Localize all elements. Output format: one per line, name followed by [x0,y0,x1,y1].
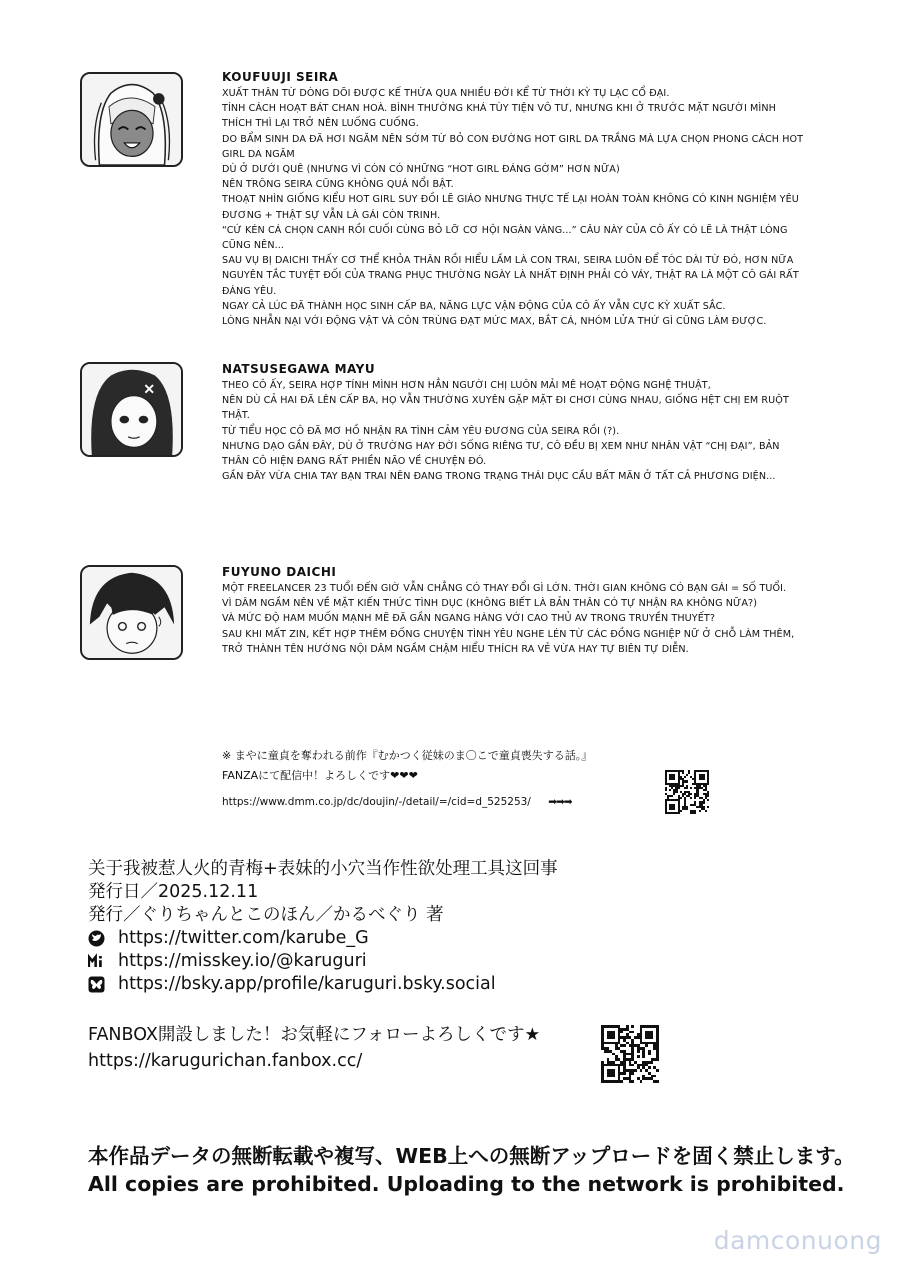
character-description [222,581,807,657]
mayu-portrait [80,362,183,457]
publication-info [88,858,648,996]
description-line: SAU VỤ BỊ DAICHI THẤY CƠ THỂ KHỎA THÂN RỒI HIỂU LẦM LÀ CON TRAI, SEIRA LUÔN ĐỂ TÓC DÀI TỪ ĐÓ, HƠN NỮA NGUYÊN TẮC TUYỆT ĐỐI CỦA TRANG PHỤC THƯỜNG NGÀY LÀ NHẤT ĐỊNH PHẢI CÓ VÁY, THẬT RA LÀ MỘT CÔ GÁI RẤT ĐÁNG YÊU. [222,255,799,297]
copyright-notice-en: All copies are prohibited. Uploading to the network is prohibited. [88,1172,845,1196]
note-url-row [222,792,722,812]
description-line: VÌ DÂM NGẦM NÊN VỀ MẶT KIẾN THỨC TÌNH DỤC (KHÔNG BIẾT LÀ BẢN THÂN CÓ TỰ NHẬN RA KHÔNG NỮA?) [222,598,758,610]
copyright-notice [88,1142,855,1198]
fanbox-section [88,1022,540,1074]
description-line: “CỨ KÉN CÁ CHỌN CANH RỒI CUỐI CÙNG BỎ LỠ CƠ HỘI NGÀN VÀNG...” CÂU NÀY CỦA CÔ ẤY CÓ LẼ LÀ THẬT LÒNG CŨNG NÊN... [222,224,788,252]
description-line: TRỞ THÀNH TÊN HƯỚNG NỘI DÂM NGẦM CHẬM HIỂU THÍCH RA VẺ VỪA HAY TỰ BIÊN TỰ DIỄN. [222,643,689,655]
social-link-bluesky [88,973,648,996]
misskey-icon [88,953,105,970]
description-line: NHƯNG DẠO GẦN ĐÂY, DÙ Ở TRƯỜNG HAY ĐỜI SỐNG RIÊNG TƯ, CÔ ĐỀU BỊ XEM NHƯ NHÂN VẬT “CHỊ ĐẠI”, BẢN THÂN CÔ HIỆN ĐANG RẤT PHIỀN NÃO VỀ CHUYỆN ĐÓ. [222,440,780,468]
arrows-icon: ➡➡➡ [548,796,572,808]
qr-code-icon [601,1025,659,1083]
description-line: SAU KHI MẤT ZIN, KẾT HỢP THÊM ĐỐNG CHUYỆN TÌNH YÊU NGHE LÉN TỪ CÁC ĐỒNG NGHIỆP NỮ Ở CHỖ LÀM THÊM, [222,628,795,640]
twitter-link[interactable]: https://twitter.com/karube_G [118,928,369,948]
description-line: NÊN TRÔNG SEIRA CŨNG KHÔNG QUÁ NỔI BẬT. [222,179,454,191]
description-line: NÊN DÙ CẢ HAI ĐÃ LÊN CẤP BA, HỌ VẪN THƯỜNG XUYÊN GẶP MẶT ĐI CHƠI CÙNG NHAU, GIỐNG HỆT CHỊ EM RUỘT THẬT. [222,395,789,422]
character-description [222,86,807,329]
fanbox-link[interactable]: https://karugurichan.fanbox.cc/ [88,1051,363,1071]
misskey-link[interactable]: https://misskey.io/@karuguri [118,951,367,971]
description-line: TỪ TIỂU HỌC CÔ ĐÃ MƠ HỒ NHẬN RA TÌNH CẢM YÊU ĐƯƠNG CỦA SEIRA RỒI (?). [222,425,620,437]
character-description [222,378,807,484]
publish-date: 発行日／2025.12.11 [88,882,259,902]
character-name: NATSUSEGAWA MAYU [222,362,376,376]
qr-code-icon [665,770,709,814]
publisher: 発行／ぐりちゃんとこのほん／かるべぐり 著 [88,905,444,925]
bluesky-link[interactable]: https://bsky.app/profile/karuguri.bsky.social [118,974,496,994]
description-line: LÒNG NHẪN NẠI VỚI ĐỘNG VẬT VÀ CÔN TRÙNG ĐẠT MỨC MAX, BẮT CÁ, NHÓM LỬA THỨ GÌ CŨNG LÀM ĐƯỢC. [222,316,767,328]
site-watermark: damconuong [713,1226,882,1255]
character-name: KOUFUUJI SEIRA [222,70,339,84]
seira-portrait [80,72,183,167]
daichi-portrait [80,565,183,660]
description-line: THOẠT NHÌN GIỐNG KIỂU HOT GIRL SUY ĐỒI LẼ GIÁO NHƯNG THỰC TẾ LẠI HOÀN TOÀN KHÔNG CÓ KINH NGHIỆM YÊU ĐƯƠNG + THẬT SỰ VẪN LÀ GÁI CÒN TRINH. [222,194,799,221]
social-link-twitter [88,927,648,950]
social-link-misskey [88,950,648,973]
character-name: FUYUNO DAICHI [222,565,337,579]
note-title: ※ まやに童貞を奪われる前作『むかつく従妹のま〇こで童貞喪失する話。』 [222,749,593,762]
description-line: DO BẨM SINH DA ĐÃ HƠI NGĂM NÊN SỚM TỪ BỎ CON ĐƯỜNG HOT GIRL DA TRẮNG MÀ LỰA CHỌN PHONG CÁCH HOT GIRL DA NGĂM [222,133,804,160]
description-line: VÀ MỨC ĐỘ HAM MUỐN MẠNH MẼ ĐÃ GẦN NGANG HÀNG VỚI CAO THỦ AV TRONG TRUYỀN THUYẾT? [222,613,716,625]
description-line: MỘT FREELANCER 23 TUỔI ĐẾN GIỜ VẪN CHẲNG CÓ THAY ĐỔI GÌ LỚN. THỜI GIAN KHÔNG CÓ BẠN GÁI = SỐ TUỔI. [222,583,787,594]
note-distribution: FANZAにて配信中！よろしくです❤❤❤ [222,769,418,782]
description-line: THEO CÔ ẤY, SEIRA HỢP TÍNH MÌNH HƠN HẲN NGƯỜI CHỊ LUÔN MẢI MÊ HOẠT ĐỘNG NGHỆ THUẬT, [222,380,711,391]
description-line: NGAY CẢ LÚC ĐÃ THÀNH HỌC SINH CẤP BA, NĂNG LỰC VẬN ĐỘNG CỦA CÔ ẤY VẪN CỰC KỲ XUẤT SẮC. [222,300,726,312]
previous-work-note [222,746,722,812]
previous-work-link[interactable]: https://www.dmm.co.jp/dc/doujin/-/detail/=/cid=d_525253/ [222,796,531,808]
description-line: DÙ Ở DƯỚI QUÊ (NHƯNG VÌ CÒN CÓ NHỮNG “HOT GIRL ĐÁNG GỜM” HƠN NỮA) [222,164,620,176]
book-title: 关于我被惹人火的青梅+表妹的小穴当作性欲处理工具这回事 [88,859,558,879]
description-line: TÍNH CÁCH HOẠT BÁT CHAN HOÀ. BÌNH THƯỜNG KHÁ TÙY TIỆN VÔ TƯ, NHƯNG KHI Ở TRƯỚC MẶT NGƯỜI MÌNH THÍCH THÌ LẠI TRỞ NÊN LUỐNG CUỐNG. [222,103,776,130]
description-line: XUẤT THÂN TỪ DÒNG DÕI ĐƯỢC KẾ THỪA QUA NHIỀU ĐỜI KỂ TỪ THỜI KỲ TỤ LẠC CỔ ĐẠI. [222,88,670,99]
bluesky-icon [88,976,105,993]
description-line: GẦN ĐÂY VỪA CHIA TAY BẠN TRAI NÊN ĐANG TRONG TRẠNG THÁI DỤC CẦU BẤT MÃN Ở TẤT CẢ PHƯƠNG DIỆN... [222,471,776,483]
twitter-icon [88,930,105,947]
fanbox-announcement: FANBOX開設しました！お気軽にフォローよろしくです★ [88,1025,541,1045]
copyright-notice-jp: 本作品データの無断転載や複写、WEB上への無断アップロードを固く禁止します。 [88,1144,855,1168]
